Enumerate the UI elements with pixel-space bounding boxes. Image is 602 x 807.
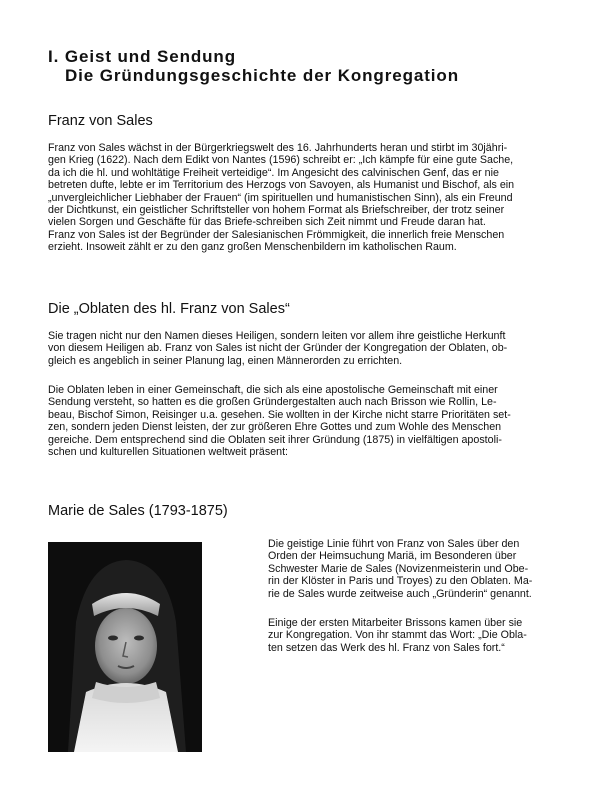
chapter-title-line1: I. Geist und Sendung xyxy=(48,47,236,66)
paragraph-franz xyxy=(48,142,566,254)
text-line: der Dichtkunst, ein geistlicher Schriftsteller von hohem Format als Briefschreiber, der trotz seiner xyxy=(48,204,505,217)
paragraph-oblaten-2 xyxy=(48,384,566,458)
section-heading-franz: Franz von Sales xyxy=(48,113,153,129)
text-line: gereiche. Dem entsprechend sind die Oblaten seit ihrer Gründung (1875) in vielfältigen apostoli- xyxy=(48,433,502,446)
text-line: schen und kulturellen Situationen weltweit präsent: xyxy=(48,446,289,459)
text-line: „unvergleichlicher Liebhaber der Frauen“ (im spirituellen und humanistischen Sinn), als ein Freund xyxy=(48,191,513,204)
chapter-title xyxy=(48,47,459,85)
text-line: Sie tragen nicht nur den Namen dieses Heiligen, sondern leiten vor allem ihre geistliche Herkunft xyxy=(48,330,506,342)
text-line: Die Oblaten leben in einer Gemeinschaft, die sich als eine apostolische Gemeinschaft mit einer xyxy=(48,384,498,396)
text-line: Die geistige Linie führt von Franz von Sales über den xyxy=(268,538,520,550)
text-line: da ich die hl. und wohltätige Freiheit verteidige“. Im Angesicht des calvinischen Genf, das er nie xyxy=(48,166,499,179)
paragraph-oblaten-1 xyxy=(48,330,566,367)
section-heading-oblaten: Die „Oblaten des hl. Franz von Sales“ xyxy=(48,301,290,317)
text-line: erzieht. Insoweit zählt er zu den ganz großen Menschenbildern im katholischen Raum. xyxy=(48,241,457,254)
text-line: Franz von Sales wächst in der Bürgerkriegswelt des 16. Jahrhunderts heran und stirbt im 30jähri- xyxy=(48,142,508,154)
portrait-photo xyxy=(48,542,202,752)
text-line: gleich es angeblich in seiner Planung lag, einen Männerorden zu errichten. xyxy=(48,354,403,367)
nun-portrait-image xyxy=(48,542,202,752)
text-line: beau, Bischof Simon, Reisinger u.a. gesehen. Sie wollten in der Kirche nicht starre Prioritäten set- xyxy=(48,408,511,421)
text-line: Sendung versteht, so hatten es die großen Gründergestalten auch nach Brisson wie Rollin, Le- xyxy=(48,396,497,409)
text-line: betreten dufte, lebte er im Territorium des Herzogs von Savoyen, als Humanist und Bischof, als ein xyxy=(48,179,515,192)
text-line: von diesem Heiligen ab. Franz von Sales ist nicht der Gründer der Kongregation der Oblaten, ob- xyxy=(48,342,508,355)
text-line: Franz von Sales ist der Begründer der Salesianischen Frömmigkeit, die innerlich freie Menschen xyxy=(48,228,505,241)
text-line: Orden der Heimsuchung Mariä, im Besonderen über xyxy=(268,550,517,563)
chapter-title-line2: Die Gründungsgeschichte der Kongregation xyxy=(65,66,459,85)
text-line: zur Kongregation. Von ihr stammt das Wort: „Die Obla- xyxy=(268,629,527,642)
text-line: zen, sondern jeden Dienst leisten, der zur größeren Ehre Gottes und zum Wohle des Menschen xyxy=(48,421,502,434)
paragraph-marie-2 xyxy=(268,617,568,654)
text-line: ten setzen das Werk des hl. Franz von Sales fort.“ xyxy=(268,641,505,654)
text-line: gen Krieg (1622). Nach dem Edikt von Nantes (1596) schreibt er: „Ich kämpfe für eine gute Sache, xyxy=(48,154,514,167)
paragraph-marie-1 xyxy=(268,538,568,600)
text-line: rin der Klöster in Paris und Troyes) zu den Oblaten. Ma- xyxy=(268,575,533,588)
text-line: vielen Sorgen und Geschäfte für das Briefe-schreiben sich Zeit nimmt und Freude daran hat. xyxy=(48,216,486,229)
text-line: rie de Sales wurde zeitweise auch „Gründerin“ genannt. xyxy=(268,587,532,600)
text-line: Schwester Marie de Sales (Novizenmeisterin und Obe- xyxy=(268,562,529,575)
section-heading-marie: Marie de Sales (1793-1875) xyxy=(48,503,228,519)
text-line: Einige der ersten Mitarbeiter Brissons kamen über sie xyxy=(268,617,523,629)
